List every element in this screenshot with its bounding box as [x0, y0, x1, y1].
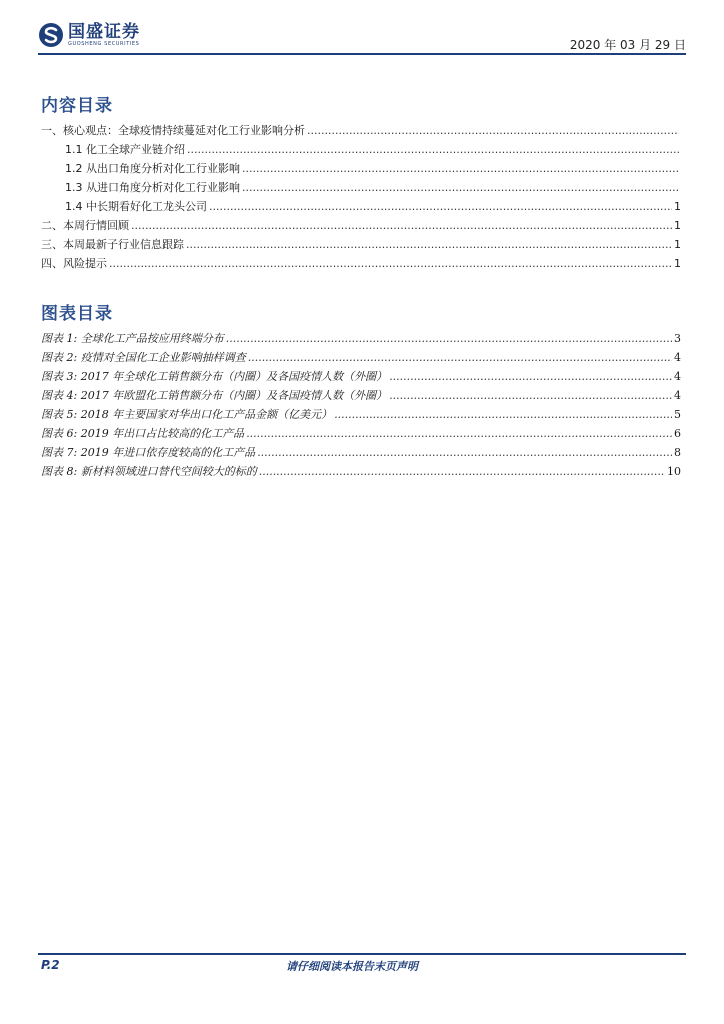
- figure-item[interactable]: 图表 8: 新材料领域进口替代空间较大的标的 ..... 10: [41, 462, 681, 481]
- figure-item[interactable]: 图表 6: 2019 年出口占比较高的化工产品 ..... 6: [41, 424, 681, 443]
- footer-divider: [38, 953, 686, 955]
- toc-item[interactable]: 四、风险提示 ..... 1: [41, 254, 681, 273]
- report-date: 2020 年 03 月 29 日: [569, 38, 686, 52]
- company-logo: [38, 22, 140, 48]
- figure-item[interactable]: 图表 1: 全球化工产品按应用终端分布 ..... 3: [41, 329, 681, 348]
- figure-item[interactable]: 图表 3: 2017 年全球化工销售额分布（内圈）及各国疫情人数（外圈） ..... 4: [41, 367, 681, 386]
- figure-item[interactable]: 图表 4: 2017 年欧盟化工销售额分布（内圈）及各国疫情人数（外圈） ..... 4: [41, 386, 681, 405]
- toc-item[interactable]: 1.3 从进口角度分析对化工行业影响 .....: [41, 178, 681, 197]
- logo-name-en: GUOSHENG SECURITIES: [68, 40, 140, 47]
- contents-list: [41, 121, 681, 273]
- toc-item[interactable]: 二、本周行情回顾 ..... 1: [41, 216, 681, 235]
- footer-disclaimer: 请仔细阅读本报告末页声明: [286, 960, 418, 973]
- toc-item[interactable]: 三、本周最新子行业信息跟踪 ..... 1: [41, 235, 681, 254]
- toc-item[interactable]: 一、核心观点：全球疫情持续蔓延对化工行业影响分析 .....: [41, 121, 681, 140]
- figure-item[interactable]: 图表 2: 疫情对全国化工企业影响抽样调查 ..... 4: [41, 348, 681, 367]
- figures-title: 图表目录: [41, 304, 113, 324]
- page-number: P.2: [41, 958, 60, 972]
- header-divider: [38, 53, 686, 55]
- page-header: [38, 22, 686, 56]
- logo-name-cn: 国盛证券: [68, 21, 140, 42]
- contents-title: 内容目录: [41, 96, 113, 116]
- figure-item[interactable]: 图表 5: 2018 年主要国家对华出口化工产品金额（亿美元） ..... 5: [41, 405, 681, 424]
- figures-list: [41, 329, 681, 481]
- toc-item[interactable]: 1.4 中长期看好化工龙头公司 ..... 1: [41, 197, 681, 216]
- figure-item[interactable]: 图表 7: 2019 年进口依存度较高的化工产品 ..... 8: [41, 443, 681, 462]
- toc-item[interactable]: 1.1 化工全球产业链介绍 .....: [41, 140, 681, 159]
- guosheng-logo-icon: [38, 22, 64, 48]
- toc-item[interactable]: 1.2 从出口角度分析对化工行业影响 .....: [41, 159, 681, 178]
